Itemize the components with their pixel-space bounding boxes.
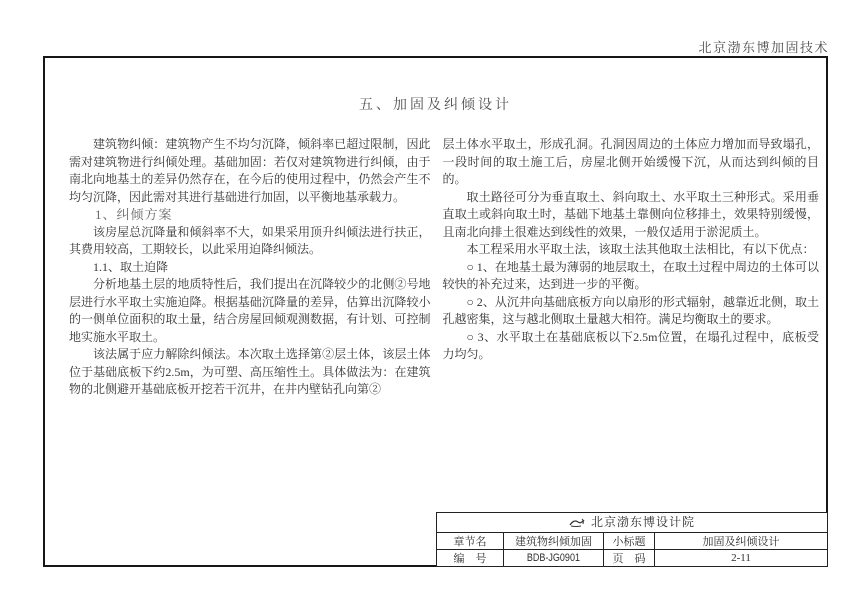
institute-name: 北京渤东博设计院 — [590, 515, 695, 529]
right-column — [443, 136, 819, 399]
document-code: BDB-JG0901 — [526, 552, 581, 564]
section-heading: 1、纠倾方案 — [95, 207, 173, 222]
title-block-table — [436, 512, 828, 567]
paragraph: 本工程采用水平取土法，该取土法其他取土法相比，有以下优点： — [466, 242, 815, 256]
paragraph: 该法属于应力解除纠倾法。本次取土选择第②层土体，该层土体位于基础底板下约2.5m，为可塑、高压缩性土。具体做法为：在建筑物的北侧避开基础底板开挖若干沉井，在井内壁钻孔向第② — [69, 347, 431, 396]
title-block-header-row — [437, 513, 828, 533]
left-column — [69, 136, 431, 399]
title-block-row — [437, 533, 828, 550]
number-label: 编 号 — [437, 550, 504, 567]
subtitle-value: 加固及纠倾设计 — [655, 533, 828, 550]
design-institute-logo-icon — [569, 517, 586, 532]
page-title: 五、加固及纠倾设计 — [359, 98, 512, 113]
number-value — [504, 550, 604, 567]
two-column-body — [69, 136, 819, 399]
paragraph: 该房屋总沉降量和倾斜率不大，如果采用顶升纠倾法进行扶正，其费用较高，工期较长，以此采用迫降纠倾法。 — [69, 224, 431, 256]
list-item: ○ 3、水平取土在基础底板以下2.5m位置，在塌孔过程中，底板受力均匀。 — [442, 329, 819, 361]
page-number-value: 2-11 — [655, 550, 828, 567]
institute-cell — [437, 513, 828, 533]
paragraph: 层土体水平取土，形成孔洞。孔洞因周边的土体应力增加而导致塌孔，一段时间的取土施工后，房屋北侧开始缓慢下沉，从而达到纠倾的目的。 — [442, 137, 819, 186]
page-number-label: 页 码 — [604, 550, 655, 567]
running-head: 北京渤东博加固技术 — [698, 40, 829, 55]
subsection-heading: 1.1、取土迫降 — [93, 259, 169, 274]
list-item: ○ 1、在地基土最为薄弱的地层取土，在取土过程中周边的土体可以较快的补充过来，达到进一步的平衡。 — [442, 259, 819, 291]
chapter-label: 章节名 — [437, 533, 504, 550]
list-item: ○ 2、从沉井向基础底板方向以扇形的形式辐射，越靠近北侧，取土孔越密集，这与越北侧取土量越大相符。满足均衡取土的要求。 — [442, 294, 819, 326]
title-block-row — [437, 550, 828, 567]
paragraph: 取土路径可分为垂直取土、斜向取土、水平取土三种形式。采用垂直取土或斜向取土时，基础下地基土靠侧向位移排土，效果特别缓慢，且南北向排土很难达到线性的效果，一般仅适用于淤泥质土。 — [442, 189, 819, 239]
paragraph: 建筑物纠倾：建筑物产生不均匀沉降，倾斜率已超过限制，因此需对建筑物进行纠倾处理。基础加固：若仅对建筑物进行纠倾，由于南北向地基土的差异仍然存在，在今后的使用过程中，仍然会产生不均匀沉降，因此需对其进行基础进行加固，以平衡地基承载力。 — [69, 137, 431, 204]
subtitle-label: 小标题 — [604, 533, 655, 550]
page-frame — [43, 56, 828, 567]
chapter-value: 建筑物纠倾加固 — [504, 533, 604, 550]
paragraph: 分析地基土层的地质特性后，我们提出在沉降较少的北侧②号地层进行水平取土实施迫降。根据基础沉降量的差异，估算出沉降较小的一侧单位面积的取土量，结合房屋回倾观测数据，有计划、可控制地实施水平取土。 — [69, 277, 431, 344]
